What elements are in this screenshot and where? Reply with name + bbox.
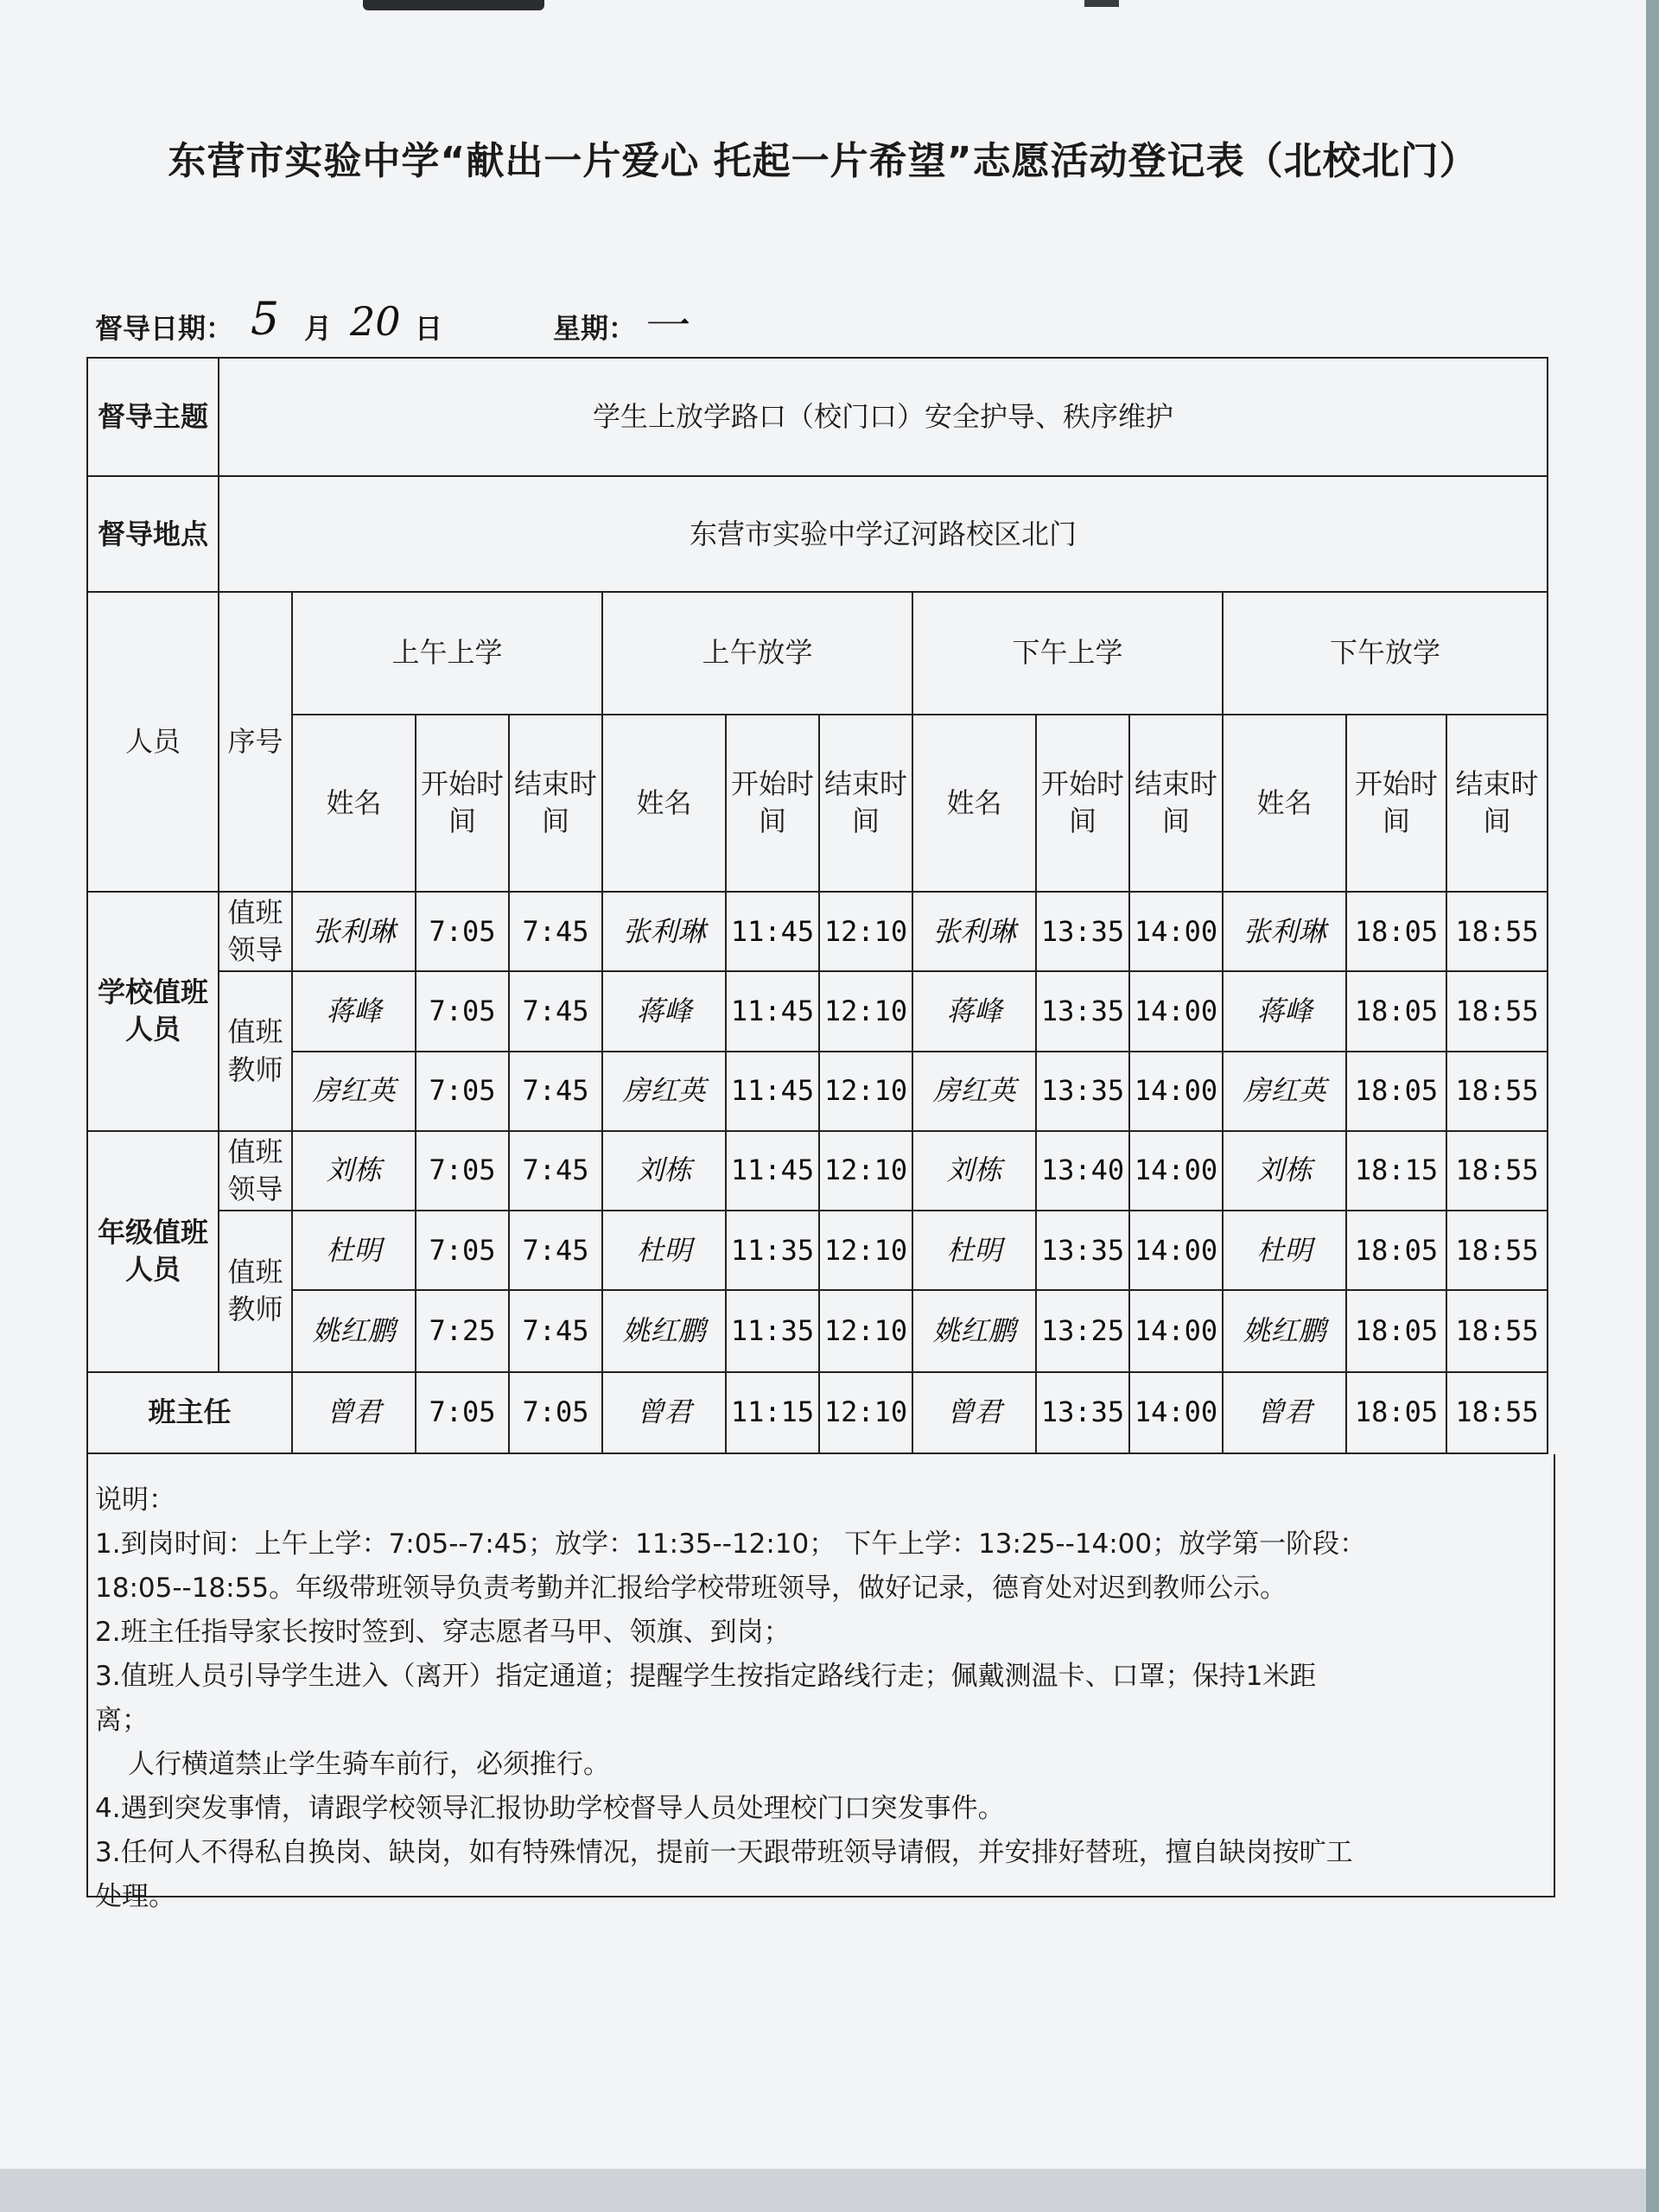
period-header-pm-leave: 下午放学: [1223, 592, 1548, 714]
start-time-cell: 13:40: [1036, 1131, 1129, 1211]
day-value: 20: [350, 298, 401, 345]
month-unit: 月: [304, 312, 333, 345]
signature-cell: 蒋峰: [602, 971, 726, 1051]
signature-cell: 杜明: [602, 1211, 726, 1290]
start-time-cell: 13:35: [1036, 971, 1129, 1051]
notes-line: 1.到岗时间：上午上学：7:05--7:45；放学：11:35--12:10； 下午上学：13:25--14:00；放学第一阶段：: [95, 1529, 1367, 1560]
seq-header: 序号: [219, 592, 292, 892]
start-time-cell: 7:05: [416, 1372, 509, 1453]
start-time-cell: 18:15: [1346, 1131, 1446, 1211]
signature-cell: 刘栋: [1223, 1131, 1346, 1211]
start-time-cell: 18:05: [1346, 971, 1446, 1051]
col-name-header: 姓名: [1223, 715, 1346, 892]
start-time-cell: 13:35: [1036, 1211, 1129, 1290]
end-time-cell: 12:10: [819, 1290, 912, 1371]
notes-line: 离；: [95, 1705, 149, 1736]
signature-cell: 曾君: [912, 1372, 1036, 1453]
signature-cell: 姚红鹏: [1223, 1290, 1346, 1371]
binder-clip-tab: [1084, 0, 1119, 7]
table-row: [87, 892, 1548, 972]
binder-clip: [363, 0, 544, 10]
location-label: 督导地点: [87, 476, 219, 592]
end-time-cell: 14:00: [1129, 1211, 1223, 1290]
signature-cell: 蒋峰: [292, 971, 416, 1051]
start-time-cell: 13:25: [1036, 1290, 1129, 1371]
start-time-cell: 11:15: [726, 1372, 819, 1453]
topic-value: 学生上放学路口（校门口）安全护导、秩序维护: [219, 358, 1548, 476]
signature-cell: 姚红鹏: [912, 1290, 1036, 1371]
signature-cell: 刘栋: [292, 1131, 416, 1211]
table-row: [87, 1211, 1548, 1290]
notes-heading: 说明：: [95, 1484, 175, 1516]
end-time-cell: 7:45: [509, 1211, 602, 1290]
registration-table: [86, 357, 1548, 1454]
location-value: 东营市实验中学辽河路校区北门: [219, 476, 1548, 592]
end-time-cell: 18:55: [1446, 1290, 1548, 1371]
start-time-cell: 18:05: [1346, 1372, 1446, 1453]
period-header-am-leave: 上午放学: [602, 592, 912, 714]
start-time-cell: 11:35: [726, 1211, 819, 1290]
end-time-cell: 12:10: [819, 1052, 912, 1131]
start-time-cell: 13:35: [1036, 892, 1129, 972]
start-time-cell: 7:05: [416, 892, 509, 972]
table-row: [87, 1052, 1548, 1131]
col-name-header: 姓名: [292, 715, 416, 892]
personnel-header: 人员: [87, 592, 219, 892]
month-value: 5: [251, 294, 280, 346]
signature-cell: 蒋峰: [1223, 971, 1346, 1051]
signature-cell: 张利琳: [912, 892, 1036, 972]
end-time-cell: 7:45: [509, 1290, 602, 1371]
group-grade: 年级值班人员: [87, 1131, 219, 1372]
signature-cell: 姚红鹏: [602, 1290, 726, 1371]
col-end-header: 结束时间: [1129, 715, 1223, 892]
table-row: [87, 1372, 1548, 1453]
end-time-cell: 7:45: [509, 1131, 602, 1211]
end-time-cell: 14:00: [1129, 1290, 1223, 1371]
notes-line: 18:05--18:55。年级带班领导负责考勤并汇报给学校带班领导，做好记录，德育处对迟到教师公示。: [95, 1573, 1287, 1604]
weekday-label: 星期：: [553, 312, 637, 345]
start-time-cell: 11:45: [726, 892, 819, 972]
signature-cell: 房红英: [912, 1052, 1036, 1131]
end-time-cell: 12:10: [819, 892, 912, 972]
desk-edge: [1646, 0, 1659, 2212]
signature-cell: 张利琳: [1223, 892, 1346, 972]
start-time-cell: 18:05: [1346, 1290, 1446, 1371]
start-time-cell: 7:25: [416, 1290, 509, 1371]
role-leader: 值班领导: [219, 1131, 292, 1211]
end-time-cell: 14:00: [1129, 1372, 1223, 1453]
notes-line: 3.任何人不得私自换岗、缺岗，如有特殊情况，提前一天跟带班领导请假，并安排好替班，擅自缺岗按旷工: [95, 1837, 1353, 1868]
weekday-value: 一: [641, 301, 687, 353]
col-end-header: 结束时间: [509, 715, 602, 892]
signature-cell: 张利琳: [292, 892, 416, 972]
signature-cell: 杜明: [292, 1211, 416, 1290]
col-start-header: 开始时间: [1036, 715, 1129, 892]
signature-cell: 姚红鹏: [292, 1290, 416, 1371]
col-start-header: 开始时间: [416, 715, 509, 892]
start-time-cell: 18:05: [1346, 1052, 1446, 1131]
signature-cell: 杜明: [1223, 1211, 1346, 1290]
end-time-cell: 18:55: [1446, 1131, 1548, 1211]
signature-cell: 曾君: [292, 1372, 416, 1453]
notes-line: 2.班主任指导家长按时签到、穿志愿者马甲、领旗、到岗；: [95, 1617, 791, 1648]
end-time-cell: 12:10: [819, 1131, 912, 1211]
signature-cell: 曾君: [602, 1372, 726, 1453]
notes-line: 处理。: [95, 1881, 175, 1912]
signature-cell: 房红英: [292, 1052, 416, 1131]
end-time-cell: 14:00: [1129, 971, 1223, 1051]
end-time-cell: 7:05: [509, 1372, 602, 1453]
end-time-cell: 18:55: [1446, 971, 1548, 1051]
start-time-cell: 13:35: [1036, 1052, 1129, 1131]
start-time-cell: 18:05: [1346, 892, 1446, 972]
end-time-cell: 14:00: [1129, 1131, 1223, 1211]
end-time-cell: 12:10: [819, 1372, 912, 1453]
end-time-cell: 14:00: [1129, 1052, 1223, 1131]
signature-cell: 杜明: [912, 1211, 1036, 1290]
col-end-header: 结束时间: [819, 715, 912, 892]
group-homeroom: 班主任: [87, 1372, 292, 1453]
col-start-header: 开始时间: [726, 715, 819, 892]
start-time-cell: 7:05: [416, 1211, 509, 1290]
period-header-pm-arrive: 下午上学: [912, 592, 1223, 714]
end-time-cell: 18:55: [1446, 1052, 1548, 1131]
topic-label: 督导主题: [87, 358, 219, 476]
table-row: [87, 1131, 1548, 1211]
start-time-cell: 11:35: [726, 1290, 819, 1371]
end-time-cell: 12:10: [819, 1211, 912, 1290]
end-time-cell: 7:45: [509, 1052, 602, 1131]
col-name-header: 姓名: [602, 715, 726, 892]
start-time-cell: 7:05: [416, 1131, 509, 1211]
end-time-cell: 7:45: [509, 971, 602, 1051]
period-header-am-arrive: 上午上学: [292, 592, 602, 714]
signature-cell: 房红英: [1223, 1052, 1346, 1131]
signature-cell: 曾君: [1223, 1372, 1346, 1453]
start-time-cell: 13:35: [1036, 1372, 1129, 1453]
end-time-cell: 18:55: [1446, 1372, 1548, 1453]
date-label: 督导日期：: [95, 312, 234, 345]
signature-cell: 房红英: [602, 1052, 726, 1131]
start-time-cell: 7:05: [416, 1052, 509, 1131]
start-time-cell: 7:05: [416, 971, 509, 1051]
col-start-header: 开始时间: [1346, 715, 1446, 892]
day-unit: 日: [415, 312, 443, 345]
signature-cell: 刘栋: [912, 1131, 1036, 1211]
start-time-cell: 18:05: [1346, 1211, 1446, 1290]
end-time-cell: 14:00: [1129, 892, 1223, 972]
signature-cell: 蒋峰: [912, 971, 1036, 1051]
end-time-cell: 18:55: [1446, 1211, 1548, 1290]
notes-line: 3.值班人员引导学生进入（离开）指定通道；提醒学生按指定路线行走；佩戴测温卡、口罩；保持1米距: [95, 1661, 1317, 1692]
signature-cell: 张利琳: [602, 892, 726, 972]
signature-cell: 刘栋: [602, 1131, 726, 1211]
form-title: 东营市实验中学“献出一片爱心 托起一片希望”志愿活动登记表（北校北门）: [168, 139, 1478, 183]
role-leader: 值班领导: [219, 892, 292, 972]
notes-section: [86, 1454, 1555, 1912]
table-row: [87, 1290, 1548, 1371]
table-row: [87, 971, 1548, 1051]
start-time-cell: 11:45: [726, 971, 819, 1051]
col-name-header: 姓名: [912, 715, 1036, 892]
col-end-header: 结束时间: [1446, 715, 1548, 892]
start-time-cell: 11:45: [726, 1052, 819, 1131]
end-time-cell: 12:10: [819, 971, 912, 1051]
end-time-cell: 18:55: [1446, 892, 1548, 972]
role-teacher: 值班教师: [219, 1211, 292, 1371]
start-time-cell: 11:45: [726, 1131, 819, 1211]
notes-line: 人行横道禁止学生骑车前行，必须推行。: [128, 1749, 610, 1780]
group-school: 学校值班人员: [87, 892, 219, 1131]
role-teacher: 值班教师: [219, 971, 292, 1130]
notes-line: 4.遇到突发事情，请跟学校领导汇报协助学校督导人员处理校门口突发事件。: [95, 1793, 1005, 1824]
end-time-cell: 7:45: [509, 892, 602, 972]
